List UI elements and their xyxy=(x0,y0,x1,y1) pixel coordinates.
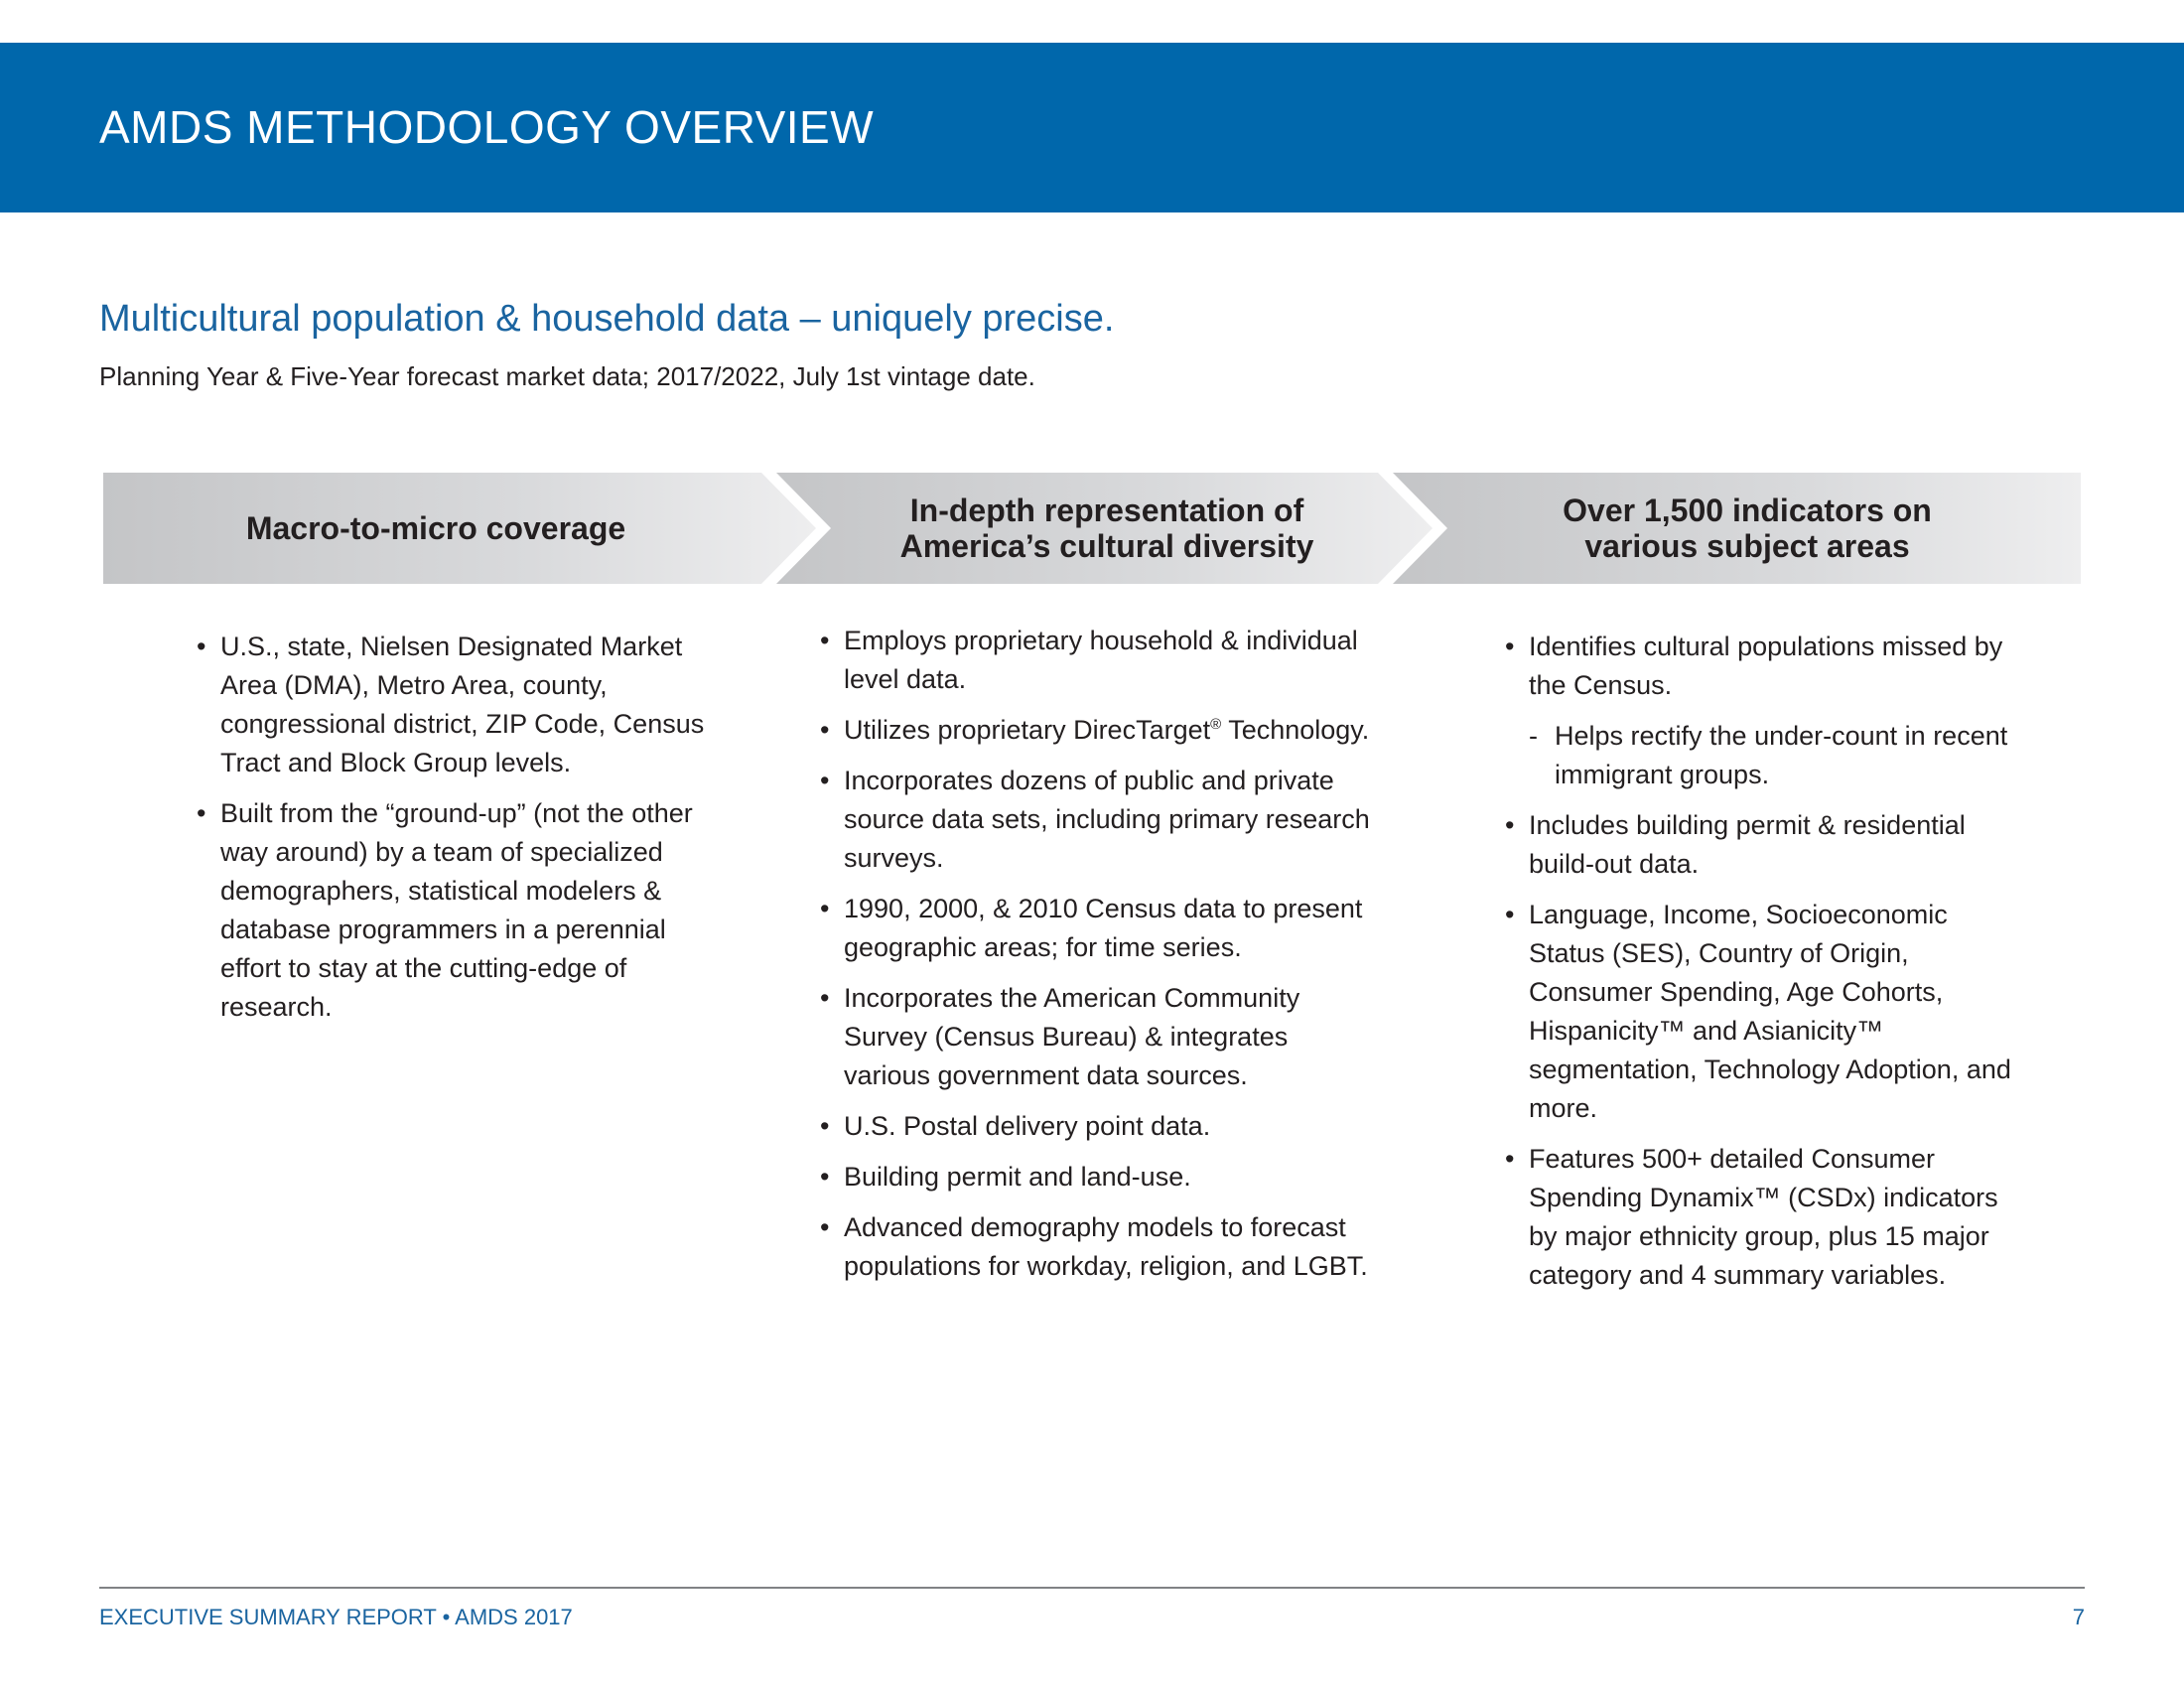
registered-mark: ® xyxy=(1210,716,1222,733)
column-header-coverage-label: Macro-to-micro coverage xyxy=(245,510,626,546)
page-title: AMDS METHODOLOGY OVERVIEW xyxy=(99,101,875,153)
coverage-bullet-list xyxy=(197,628,715,1039)
column-header-diversity-line-2: America’s cultural diversity xyxy=(899,528,1314,564)
indicators-bullet-list xyxy=(1505,628,2021,1307)
list-item-text: Utilizes proprietary DirecTarget xyxy=(844,715,1211,745)
column-header-indicators-line-1: Over 1,500 indicators on xyxy=(1563,492,1932,528)
list-item: • Incorporates the American Community Survey (Census Bureau) & integrates various government data sources. xyxy=(820,979,1376,1095)
page-number: 7 xyxy=(2072,1605,2085,1629)
list-item-text-suffix: Technology. xyxy=(1221,715,1370,745)
list-item: • Identifies cultural populations missed by the Census. xyxy=(1505,628,2021,705)
list-item: • Built from the “ground-up” (not the other way around) by a team of specialized demographers, statistical modelers & database programmers in a perennial effort to stay at the cutting-edge of research. xyxy=(197,794,715,1027)
list-item: • Building permit and land-use. xyxy=(820,1158,1376,1196)
list-item: • Features 500+ detailed Consumer Spending Dynamix™ (CSDx) indicators by major ethnicity group, plus 15 major category and 4 summary variables. xyxy=(1505,1140,2021,1295)
list-item: • U.S. Postal delivery point data. xyxy=(820,1107,1376,1146)
list-item: • Advanced demography models to forecast populations for workday, religion, and LGBT. xyxy=(820,1208,1376,1286)
column-header-coverage xyxy=(103,473,768,584)
chevron-process-banner xyxy=(0,0,2184,695)
list-item: • Incorporates dozens of public and private source data sets, including primary research surveys. xyxy=(820,762,1376,878)
list-subitem: - Helps rectify the under-count in recent immigrant groups. xyxy=(1505,717,2021,794)
column-header-diversity xyxy=(814,473,1400,584)
column-header-indicators xyxy=(1434,473,2060,584)
column-header-diversity-line-1: In-depth representation of xyxy=(909,492,1304,528)
footer-divider xyxy=(99,1587,2085,1589)
list-item: • Language, Income, Socioeconomic Status (SES), Country of Origin, Consumer Spending, Age Cohorts, Hispanicity™ and Asianicity™ segmentation, Technology Adoption, and more. xyxy=(1505,896,2021,1128)
list-item: • Employs proprietary household & individual level data. xyxy=(820,622,1376,699)
list-item: • U.S., state, Nielsen Designated Market Area (DMA), Metro Area, county, congressional district, ZIP Code, Census Tract and Block Group levels. xyxy=(197,628,715,782)
footer-report-label: EXECUTIVE SUMMARY REPORT • AMDS 2017 xyxy=(99,1605,573,1629)
intro-text: Planning Year & Five-Year forecast market data; 2017/2022, July 1st vintage date. xyxy=(99,361,1035,391)
diversity-bullet-list xyxy=(820,622,1376,1298)
column-header-indicators-line-2: various subject areas xyxy=(1584,528,1910,564)
section-subtitle: Multicultural population & household data – uniquely precise. xyxy=(99,298,1115,340)
list-item: • 1990, 2000, & 2010 Census data to present geographic areas; for time series. xyxy=(820,890,1376,967)
list-item xyxy=(820,711,1376,750)
list-item: • Includes building permit & residential build-out data. xyxy=(1505,806,2021,884)
